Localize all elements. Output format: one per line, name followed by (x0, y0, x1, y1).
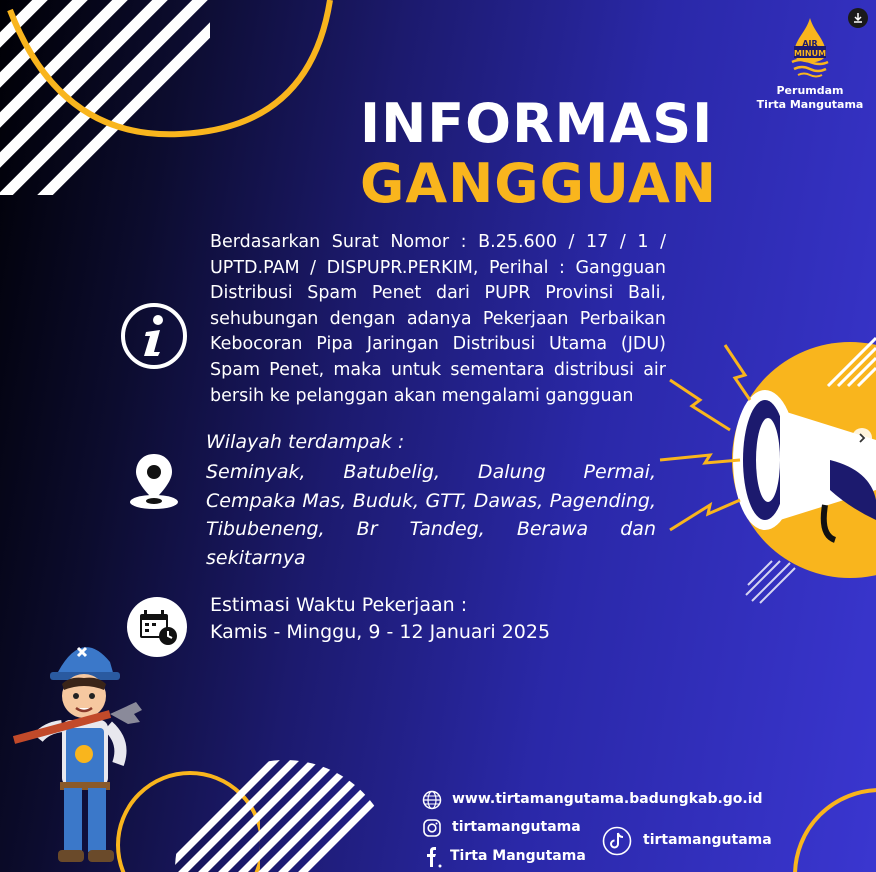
stripes-bottom-decoration (175, 740, 385, 872)
location-pin-icon (124, 452, 184, 512)
organization-name (752, 84, 868, 112)
logo-emblem-text-top: AIR (802, 39, 818, 48)
instagram-icon (422, 818, 442, 838)
organization-line1: Perumdam (776, 84, 844, 97)
globe-icon (422, 790, 442, 810)
facebook-icon (420, 845, 444, 869)
website-link[interactable]: www.tirtamangutama.badungkab.go.id (452, 791, 763, 807)
info-paragraph: Berdasarkan Surat Nomor : B.25.600 / 17 / 1 / UPTD.PAM / DISPUPR.PERKIM, Perihal : Gangguan Distribusi Spam Penet dari PUPR Provinsi Bali, sehubungan dengan adanya Pekerjaan Perbaikan Kebocoran Pipa Jaringan Distribusi Utama (JDU) Spam Penet, maka untuk sementara distribusi air bersih ke pelanggan akan mengalami gangguan (210, 232, 666, 406)
info-icon (120, 302, 188, 370)
chevron-right-icon (857, 433, 867, 443)
next-slide-button[interactable] (852, 428, 872, 448)
tiktok-icon (602, 826, 632, 856)
affected-area-list: Seminyak, Batubelig, Dalung Permai, Cempaka Mas, Buduk, GTT, Dawas, Pagending, Tibubeneng, Br Tandeg, Berawa dan sekitarnya (206, 461, 656, 569)
organization-line2: Tirta Mangutama (756, 98, 864, 111)
arc-top-left-decoration (0, 0, 340, 150)
logo-emblem-text-bottom: MINUM (793, 49, 827, 58)
work-estimate-title: Estimasi Waktu Pekerjaan : (210, 594, 468, 616)
work-estimate-date: Kamis - Minggu, 9 - 12 Januari 2025 (210, 621, 551, 643)
air-minum-logo (788, 16, 832, 80)
arc-bottom-right-decoration (790, 765, 876, 872)
affected-area-title: Wilayah terdampak : (206, 431, 405, 453)
download-icon (852, 12, 864, 24)
download-button[interactable] (848, 8, 868, 28)
page-title-line1: INFORMASI (360, 92, 714, 155)
facebook-page-name[interactable]: Tirta Mangutama (450, 848, 586, 864)
page-title-line2: GANGGUAN (360, 152, 718, 215)
tiktok-handle[interactable]: tirtamangutama (643, 832, 772, 848)
instagram-handle[interactable]: tirtamangutama (452, 819, 581, 835)
megaphone-illustration (650, 330, 876, 610)
